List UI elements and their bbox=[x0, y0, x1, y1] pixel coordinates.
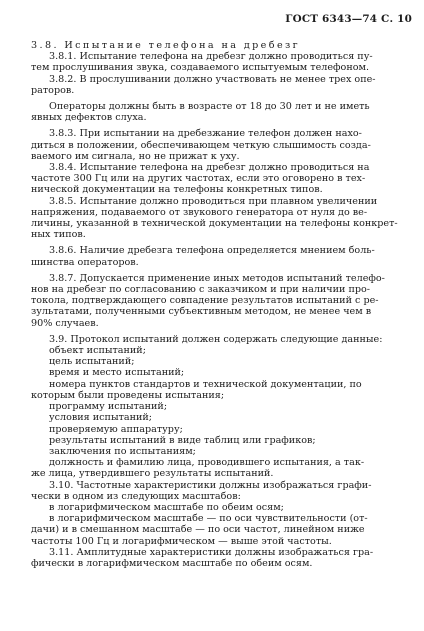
paragraph-3-8-1: 3.8.1. Испытание телефона на дребезг должно проводиться пу- тем прослушивания звука, создаваемого испытуемым телефоном. bbox=[31, 51, 373, 74]
paragraph-3-8-7: 3.8.7. Допускается применение иных методов испытаний телефо- нов на дребезг по согласованию с заказчиком и при наличии про- токола, подтверждающего совпадение результатов испытаний с ре- зультатами, полученными субъективным методом, не менее чем в 90% случаев. bbox=[31, 272, 385, 329]
paragraph-3-8-4: 3.8.4. Испытание телефона на дребезг должно проводиться на частоте 300 Гц или на других частотах, если это оговорено в тех- нической документации на телефоны конкретных типов. bbox=[31, 162, 370, 196]
paragraph-3-8-3: 3.8.3. При испытании на дребезжание телефон должен нахо- диться в положении, обеспечивающем четкую слышимость созда- ваемого им сигнала, но не прижат к уху. bbox=[31, 128, 371, 162]
document-body bbox=[31, 14, 414, 569]
paragraph-3-8-5: 3.8.5. Испытание должно проводиться при плавном увеличении напряжения, подаваемого от звукового генератора от нуля до ве- личины, указанной в технической документации на телефоны конкрет- ных типов. bbox=[31, 195, 398, 241]
page-header: ГОСТ 6343—74 С. 10 bbox=[285, 13, 412, 25]
section-title: 3.8. Испытание телефона на дребезг bbox=[31, 40, 301, 51]
paragraph-3-8-6: 3.8.6. Наличие дребезга телефона определяется мнением боль- шинства операторов. bbox=[31, 245, 375, 268]
paragraph-operators: Операторы должны быть в возрасте от 18 до 30 лет и не иметь явных дефектов слуха. bbox=[31, 101, 370, 124]
paragraph-3-8-2: 3.8.2. В прослушивании должно участвовать не менее трех опе- раторов. bbox=[31, 73, 376, 96]
paragraph-3-9: 3.9. Протокол испытаний должен содержать следующие данные: объект испытаний; цель испытаний; время и место испытаний; номера пунктов стандартов и технической документации, по которым были проведены испытания; программу испытаний; условия испытаний; проверяемую аппаратуру; результаты испытаний в виде таблиц или графиков; заключения по испытаниям; должность и фамилию лица, проводившего испытания, а так- же лица, утвердившего результаты испытаний. bbox=[31, 333, 383, 480]
paragraph-3-11: 3.11. Амплитудные характеристики должны изображаться гра- фически в логарифмическом масштабе по обеим осям. bbox=[31, 546, 374, 569]
paragraph-3-10: 3.10. Частотные характеристики должны изображаться графи- чески в одном из следующих масштабов: в логарифмическом масштабе по обеим осям; в логарифмическом масштабе — по оси чувствительности (от- дачи) и в смешанном масштабе — по оси частот, линейном ниже частоты 100 Гц и логарифмическом — выше этой частоты. bbox=[31, 479, 372, 547]
